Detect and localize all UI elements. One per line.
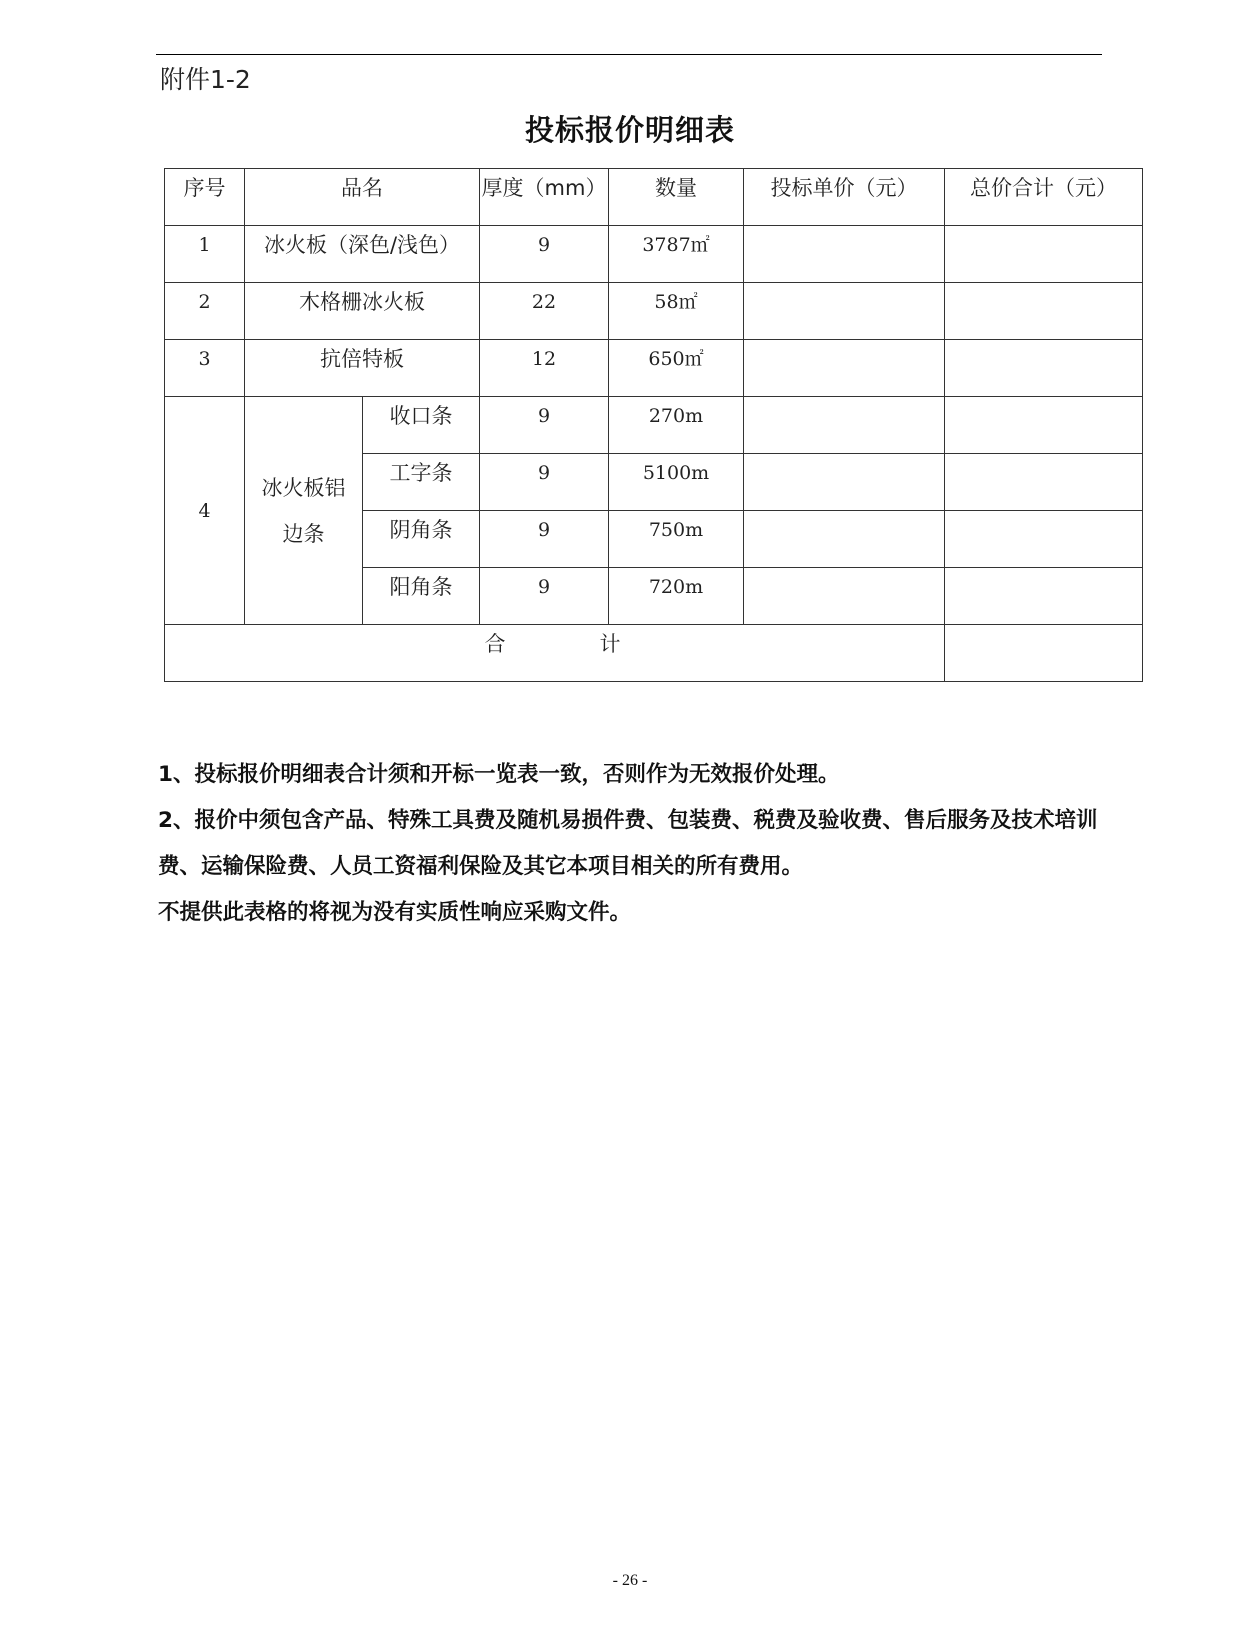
row-quantity: 3787㎡ — [609, 226, 744, 283]
row-unit-price[interactable] — [744, 568, 945, 625]
subitem-name: 阳角条 — [363, 568, 480, 625]
row-quantity: 5100m — [609, 454, 744, 511]
total-row — [165, 625, 1143, 682]
header-thickness: 厚度（mm） — [480, 169, 609, 226]
row-total[interactable] — [945, 397, 1143, 454]
notes-section — [158, 752, 1118, 936]
table-row — [165, 283, 1143, 340]
row-thickness: 12 — [480, 340, 609, 397]
header-quantity: 数量 — [609, 169, 744, 226]
row-unit-price[interactable] — [744, 397, 945, 454]
row-total[interactable] — [945, 340, 1143, 397]
total-label-part1: 合 — [484, 632, 510, 656]
row-quantity: 270m — [609, 397, 744, 454]
row-unit-price[interactable] — [744, 340, 945, 397]
note-1: 1、投标报价明细表合计须和开标一览表一致，否则作为无效报价处理。 — [158, 762, 840, 787]
row-seq: 1 — [165, 226, 245, 283]
row-quantity: 650㎡ — [609, 340, 744, 397]
total-label — [165, 625, 945, 682]
header-total: 总价合计（元） — [945, 169, 1143, 226]
row-quantity: 58㎡ — [609, 283, 744, 340]
row-total[interactable] — [945, 568, 1143, 625]
subitem-name: 工字条 — [363, 454, 480, 511]
header-unit-price: 投标单价（元） — [744, 169, 945, 226]
group-seq: 4 — [165, 397, 245, 625]
row-seq: 2 — [165, 283, 245, 340]
header-seq: 序号 — [165, 169, 245, 226]
row-total[interactable] — [945, 283, 1143, 340]
page-number: - 26 - — [612, 1572, 648, 1589]
row-thickness: 22 — [480, 283, 609, 340]
subitem-name: 收口条 — [363, 397, 480, 454]
row-unit-price[interactable] — [744, 511, 945, 568]
row-unit-price[interactable] — [744, 283, 945, 340]
group-name: 冰火板铝边条 — [245, 397, 363, 625]
row-total[interactable] — [945, 226, 1143, 283]
grand-total-cell[interactable] — [945, 625, 1143, 682]
row-thickness: 9 — [480, 226, 609, 283]
row-quantity: 720m — [609, 568, 744, 625]
row-total[interactable] — [945, 454, 1143, 511]
header-name: 品名 — [245, 169, 480, 226]
subitem-name: 阴角条 — [363, 511, 480, 568]
row-unit-price[interactable] — [744, 226, 945, 283]
note-3: 不提供此表格的将视为没有实质性响应采购文件。 — [158, 900, 632, 925]
row-thickness: 9 — [480, 397, 609, 454]
document-title: 投标报价明细表 — [524, 113, 735, 147]
row-name: 抗倍特板 — [245, 340, 480, 397]
row-thickness: 9 — [480, 454, 609, 511]
row-name: 木格栅冰火板 — [245, 283, 480, 340]
table-row — [165, 340, 1143, 397]
table-header-row — [165, 169, 1143, 226]
row-quantity: 750m — [609, 511, 744, 568]
table-row — [165, 226, 1143, 283]
row-total[interactable] — [945, 511, 1143, 568]
table-row — [165, 397, 1143, 454]
note-2: 2、报价中须包含产品、特殊工具费及随机易损件费、包装费、税费及验收费、售后服务及技术培训费、运输保险费、人员工资福利保险及其它本项目相关的所有费用。 — [158, 808, 1098, 879]
total-label-part2: 计 — [599, 632, 625, 656]
header-rule — [156, 54, 1102, 55]
row-unit-price[interactable] — [744, 454, 945, 511]
price-detail-table — [164, 168, 1143, 682]
row-name: 冰火板（深色/浅色） — [245, 226, 480, 283]
row-thickness: 9 — [480, 568, 609, 625]
row-thickness: 9 — [480, 511, 609, 568]
row-seq: 3 — [165, 340, 245, 397]
attachment-label: 附件1-2 — [160, 65, 251, 94]
